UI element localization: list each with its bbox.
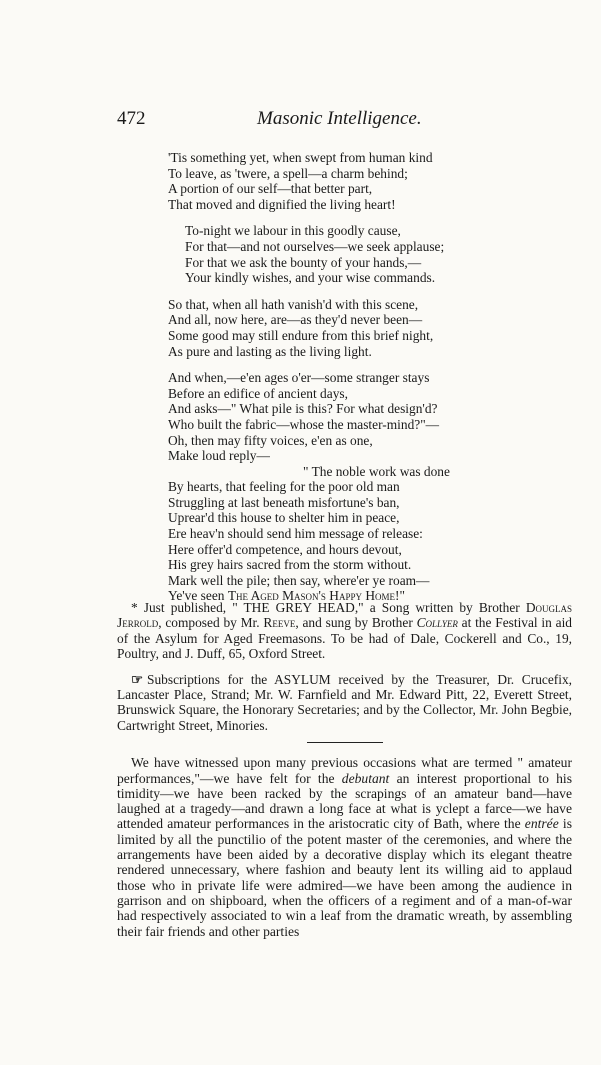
stanza-5 [168, 464, 568, 604]
composer-name: Reeve [263, 615, 296, 631]
subscriptions-note [117, 672, 572, 734]
poem-line: As pure and lasting as the living light. [168, 343, 372, 359]
poem-line: Oh, then may fifty voices, e'en as one, [168, 432, 373, 448]
stanza-4 [168, 370, 568, 464]
page-header [117, 108, 572, 132]
author-name: Douglas Jerrold [117, 600, 572, 631]
poem-line: " The noble work was done [303, 463, 450, 479]
stanza-2 [168, 223, 568, 285]
poem-line: Here offer'd competence, and hours devout, [168, 541, 402, 557]
essay-italic: entrée [524, 816, 559, 832]
poem-line: Struggling at last beneath misfortune's ban, [168, 494, 400, 510]
last-line-end: !" [395, 588, 405, 604]
poem [168, 150, 568, 615]
poem-line: His grey hairs sacred from the storm without. [168, 557, 412, 573]
poem-line: By hearts, that feeling for the poor old man [168, 479, 400, 495]
poem-line: Your kindly wishes, and your wise commands. [185, 270, 436, 286]
publication-note [117, 600, 572, 662]
stanza-1 [168, 150, 568, 212]
note-text: , composed by Mr. [158, 615, 264, 631]
poem-line: Before an edifice of ancient days, [168, 385, 348, 401]
poem-line: For that—and not ourselves—we seek applause; [185, 238, 445, 254]
singer-name: Collyer [416, 615, 458, 631]
poem-line: And all, now here, are—as they'd never been— [168, 312, 423, 328]
essay-text: an interest proportional to his timidity—we have been racked by the scrapings of an amateur band—have laughed at a tragedy—and drawn a long face at what is yclept a farce—we have attended amateur performances in the aristocratic city of Bath, where the [117, 770, 572, 832]
poem-line: Make loud reply— [168, 448, 270, 464]
note-text: , and sung by Brother [295, 615, 417, 631]
poem-line: To leave, as 'twere, a spell—a charm behind; [168, 165, 408, 181]
last-line-start: Ye've seen [168, 588, 228, 604]
poem-line: Uprear'd this house to shelter him in peace, [168, 510, 400, 526]
poem-line: Some good may still endure from this brief night, [168, 327, 434, 343]
last-line-smallcaps: The Aged Mason's Happy Home [227, 588, 395, 604]
poem-line: Mark well the pile; then say, where'er ye roam— [168, 572, 430, 588]
essay-paragraph [117, 755, 572, 939]
poem-line: So that, when all hath vanish'd with this scene, [168, 296, 419, 312]
poem-line: And when,—e'en ages o'er—some stranger stays [168, 370, 430, 386]
poem-line: Ere heav'n should send him message of release: [168, 526, 423, 542]
stanza-3 [168, 297, 568, 359]
section-divider [307, 742, 383, 743]
note-text: at the Festival in aid of the Asylum for Aged Freemasons. To be had of Dale, Cockerell and Co., 19, Poultry, and J. Duff, 65, Oxford Street. [117, 615, 573, 662]
poem-line: 'Tis something yet, when swept from human kind [168, 150, 433, 165]
notes-section [117, 600, 572, 939]
poem-line: That moved and dignified the living heart! [168, 196, 396, 212]
note-text: Subscriptions for the ASYLUM received by the Treasurer, Dr. Crucefix, Lancaster Place, Strand; Mr. W. Farnfield and Mr. Edward Pitt, 22, Everett Street, Brunswick Square, the Honorary Secretaries; and by the Collector, Mr. John Begbie, Cartwright Street, Minories. [117, 671, 572, 733]
page-number: 472 [117, 108, 146, 129]
poem-line: And asks—" What pile is this? For what design'd? [168, 401, 438, 417]
running-title: Masonic Intelligence. [257, 108, 422, 129]
poem-line: For that we ask the bounty of your hands,— [185, 254, 422, 270]
poem-line: A portion of our self—that better part, [168, 181, 373, 197]
note-text: * Just published, " THE GREY HEAD," a Song written by Brother [131, 600, 526, 615]
essay-text: is limited by all the punctilio of the potent master of the ceremonies, and where the arrangements have been aided by a decorative display which its elegant theatre rendered unnecessary, where fashion and beauty lent its willing aid to applaud those who in private life were admired—we have been among the audience in garrison and on shipboard, when the officers of a regiment and of a man-of-war had respectively associated to win a leaf from the dramatic wreath, by assembling their fair friends and other parties [117, 816, 572, 939]
pointing-hand-icon: ☞ [131, 671, 144, 687]
essay-text: We have witnessed upon many previous occasions what are termed " amateur performances,"—we have felt for the [117, 755, 572, 786]
poem-line: Who built the fabric—whose the master-mind?"— [168, 416, 440, 432]
essay-italic: debutant [341, 770, 390, 786]
poem-line: To-night we labour in this goodly cause, [185, 223, 401, 239]
